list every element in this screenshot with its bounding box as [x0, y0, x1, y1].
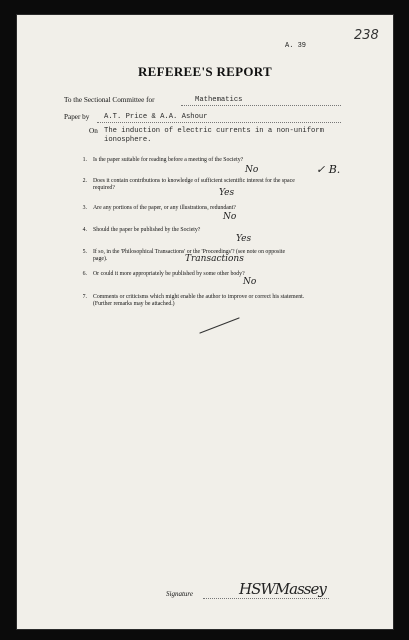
question-text-line-1: Does it contain contributions to knowledge of sufficient scientific interest for the space: [93, 178, 295, 184]
question-number: 1.: [82, 157, 87, 163]
paper-by-label: Paper by: [64, 113, 90, 121]
answer-4: Yes: [236, 234, 252, 244]
referee-initial-mark: ✓ B.: [316, 163, 341, 176]
question-text-line-2: (Further remarks may be attached.): [93, 301, 175, 307]
committee-dotted-line: [181, 105, 341, 106]
comment-dash-stroke: [197, 315, 257, 337]
answer-2: Yes: [219, 188, 235, 198]
paper-title-line-1: The induction of electric currents in a non-uniform: [104, 127, 324, 135]
paper-title-line-2: ionosphere.: [104, 136, 152, 144]
question-text-line-1: If so, in the 'Philosophical Transactions' or the 'Proceedings'? (see note on opposite: [93, 249, 286, 255]
signature-dotted-line: [203, 598, 329, 599]
page-title: REFEREE'S REPORT: [137, 64, 272, 79]
on-label: On: [89, 127, 98, 135]
report-sheet: [17, 15, 393, 629]
question-number: 3.: [82, 205, 87, 211]
page-number: 238: [354, 28, 379, 43]
question-number: 6.: [82, 271, 87, 277]
question-text: Or could it more appropriately be published by some other body?: [93, 271, 245, 277]
answer-1: No: [245, 165, 259, 175]
reference-number: A. 39: [285, 42, 307, 50]
question-text-line-1: Comments or criticisms which might enable the author to improve or correct his statement.: [93, 294, 305, 300]
question-number: 2.: [82, 178, 87, 184]
question-text: Are any portions of the paper, or any illustrations, redundant?: [93, 205, 236, 211]
answer-6: No: [243, 277, 257, 287]
signature-label: Signature: [166, 590, 193, 598]
question-text: Should the paper be published by the Society?: [93, 227, 201, 233]
answer-3: No: [223, 212, 237, 222]
paper-authors: A.T. Price & A.A. Ashour: [104, 113, 208, 121]
question-number: 5.: [82, 249, 87, 255]
question-number: 4.: [82, 227, 87, 233]
answer-5: Transactions: [185, 254, 244, 264]
committee-value: Mathematics: [195, 96, 243, 104]
question-number: 7.: [82, 294, 87, 300]
question-text: Is the paper suitable for reading before a meeting of the Society?: [93, 157, 244, 163]
question-text-line-2: required?: [93, 185, 115, 191]
handwritten-signature: HSWMassey: [239, 580, 326, 598]
committee-label: To the Sectional Committee for: [64, 96, 155, 104]
paper-by-dotted-line: [97, 122, 341, 123]
question-text-line-2: page).: [93, 256, 108, 262]
